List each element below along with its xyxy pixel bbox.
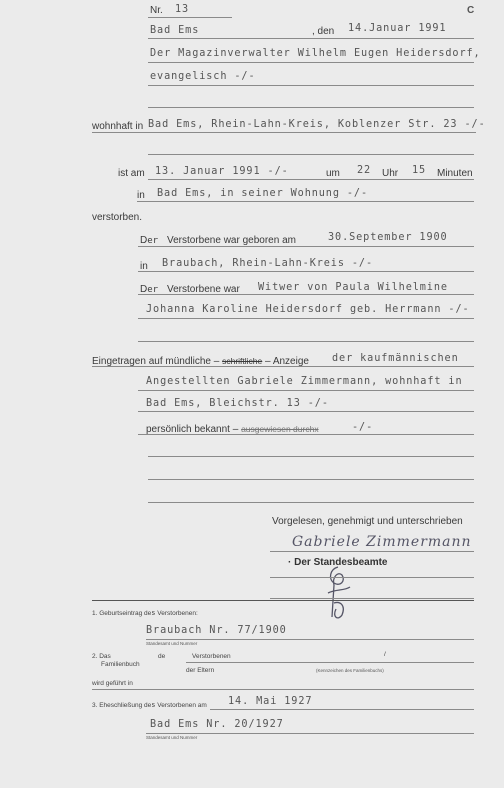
birth-label: Verstorbene war geboren am [167,235,296,246]
birth-in-label: in [140,261,148,272]
item2-num: 2. Das [92,653,111,660]
declarant-line-1: Der Magazinverwalter Wilhelm Eugen Heidersdorf, [150,48,481,59]
nr-label: Nr. [150,5,163,16]
corner-letter: C [467,5,475,16]
declarant-line-2: evangelisch -/- [150,71,256,82]
item2-slash: / [384,651,386,658]
um-label: um [326,168,340,179]
registration-line-3: Bad Ems, Bleichstr. 13 -/- [146,398,329,409]
verstorben-label: verstorben. [92,212,143,223]
minuten-label: Minuten [437,168,473,179]
known-value: -/- [352,422,374,433]
registrar-signature-icon [320,563,358,623]
item2-eltern: der Eltern [186,667,215,674]
death-date: 13. Januar 1991 -/- [155,166,289,177]
death-hour: 22 [357,165,372,176]
item2-wird: wird geführt in [92,680,133,687]
informant-signature: Gabriele Zimmermann [292,534,472,550]
item1-label: 1. Geburtseintrag des Verstorbenen: [92,609,198,617]
death-minutes: 15 [412,165,427,176]
item2-familienbuch: Familienbuch [101,661,140,668]
death-place: Bad Ems, in seiner Wohnung -/- [157,188,369,199]
item2-verstorbenen: Verstorbenen [192,653,231,660]
birth-prefix: Der [140,235,159,246]
item2-caption: (Kennzeichen des Familienbuchs) [316,668,384,673]
registration-line-2: Angestellten Gabriele Zimmermann, wohnhaft in [146,376,463,387]
item3-date: 14. Mai 1927 [228,696,313,707]
den-label: , den [312,26,335,37]
birth-date: 30.September 1900 [328,232,448,243]
item1-caption: Standesamt und Nummer [146,641,198,646]
item2-de: de [158,653,166,660]
place-line [148,38,474,39]
nr-value: 13 [175,4,190,15]
item3-value: Bad Ems Nr. 20/1927 [150,719,284,730]
residence-label: wohnhaft in [92,121,144,132]
item3-caption: Standesamt und Nummer [146,735,198,740]
registration-line-1: der kaufmännischen [332,353,459,364]
death-in-label: in [137,190,145,201]
ist-am-label: ist am [118,168,145,179]
marital-prefix: Der [140,284,159,295]
marital-label: Verstorbene war [167,284,240,295]
known-label: persönlich bekannt – ausgewiesen durchx [146,424,319,435]
vorgelesen-text: Vorgelesen, genehmigt und unterschrieben [272,516,463,527]
uhr-label: Uhr [382,168,399,179]
place: Bad Ems [150,25,200,36]
register-date: 14.Januar 1991 [348,23,447,34]
residence-value: Bad Ems, Rhein-Lahn-Kreis, Koblenzer Str. 23 -/- [148,119,486,130]
item3-label: 3. Eheschließung des Verstorbenen am [92,701,207,709]
marital-line-1: Witwer von Paula Wilhelmine [258,282,448,293]
nr-line [148,17,232,18]
birth-place: Braubach, Rhein-Lahn-Kreis -/- [162,258,374,269]
standesbeamte-label: · Der Standesbeamte [288,557,388,568]
item1-value: Braubach Nr. 77/1900 [146,625,287,636]
registration-label: Eingetragen auf mündliche – schriftliche – Anzeige [92,356,309,367]
marital-line-2: Johanna Karoline Heidersdorf geb. Herrmann -/- [146,304,470,315]
